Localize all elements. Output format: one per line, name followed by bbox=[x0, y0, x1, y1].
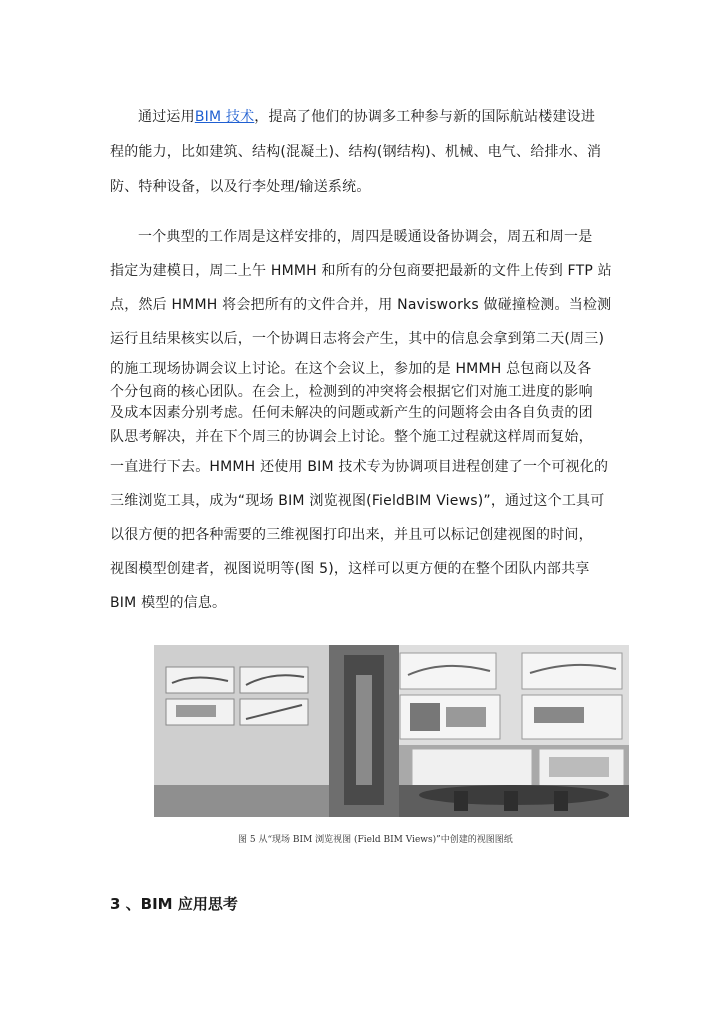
para2-line: 一个典型的工作周是这样安排的，周四是暖通设备协调会，周五和周一是 bbox=[138, 229, 593, 245]
para2-line: 指定为建模日，周二上午 HMMH 和所有的分包商要把最新的文件上传到 FTP 站 bbox=[110, 263, 612, 279]
office-photo-illustration bbox=[154, 645, 629, 817]
section-heading: 3 、BIM 应用思考 bbox=[110, 895, 238, 913]
figure-caption: 图 5 从“现场 BIM 浏览视图 (Field BIM Views)”中创建的视图图纸 bbox=[238, 835, 513, 845]
para1-line-3: 防、特种设备，以及行李处理/输送系统。 bbox=[110, 179, 371, 195]
para1-line-2: 程的能力，比如建筑、结构(混凝土)、结构(钢结构)、机械、电气、给排水、消 bbox=[110, 144, 602, 160]
para2-line: 个分包商的核心团队。在会上，检测到的冲突将会根据它们对施工进度的影响 bbox=[110, 384, 593, 400]
para2-line: 点，然后 HMMH 将会把所有的文件合并，用 Navisworks 做碰撞检测。当检测 bbox=[110, 297, 612, 313]
para2-line: 一直进行下去。HMMH 还使用 BIM 技术专为协调项目进程创建了一个可视化的 bbox=[110, 459, 609, 475]
paragraph-1 bbox=[110, 100, 620, 205]
para2-line: 以很方便的把各种需要的三维视图打印出来，并且可以标记创建视图的时间， bbox=[110, 527, 593, 543]
para2-line: 三维浏览工具，成为“现场 BIM 浏览视图(FieldBIM Views)”，通过这个工具可 bbox=[110, 493, 605, 509]
para2-line: 运行且结果核实以后，一个协调日志将会产生，其中的信息会拿到第二天(周三) bbox=[110, 331, 605, 347]
para2-line: 队思考解决，并在下个周三的协调会上讨论。整个施工过程就这样周而复始， bbox=[110, 429, 593, 445]
paragraph-2 bbox=[110, 220, 620, 620]
para2-line: 视图模型创建者，视图说明等(图 5)，这样可以更方便的在整个团队内部共享 bbox=[110, 561, 590, 577]
para2-line: 的施工现场协调会议上讨论。在这个会议上，参加的是 HMMH 总包商以及各 bbox=[110, 361, 592, 377]
figure-photo bbox=[154, 645, 629, 817]
para2-line: 及成本因素分别考虑。任何未解决的问题或新产生的问题将会由各自负责的团 bbox=[110, 405, 593, 421]
para2-line: BIM 模型的信息。 bbox=[110, 595, 227, 611]
para1-line-1: 通过运用BIM 技术，提高了他们的协调多工种参与新的国际航站楼建设进 bbox=[138, 109, 596, 125]
bim-link[interactable]: BIM 技术 bbox=[194, 109, 255, 125]
